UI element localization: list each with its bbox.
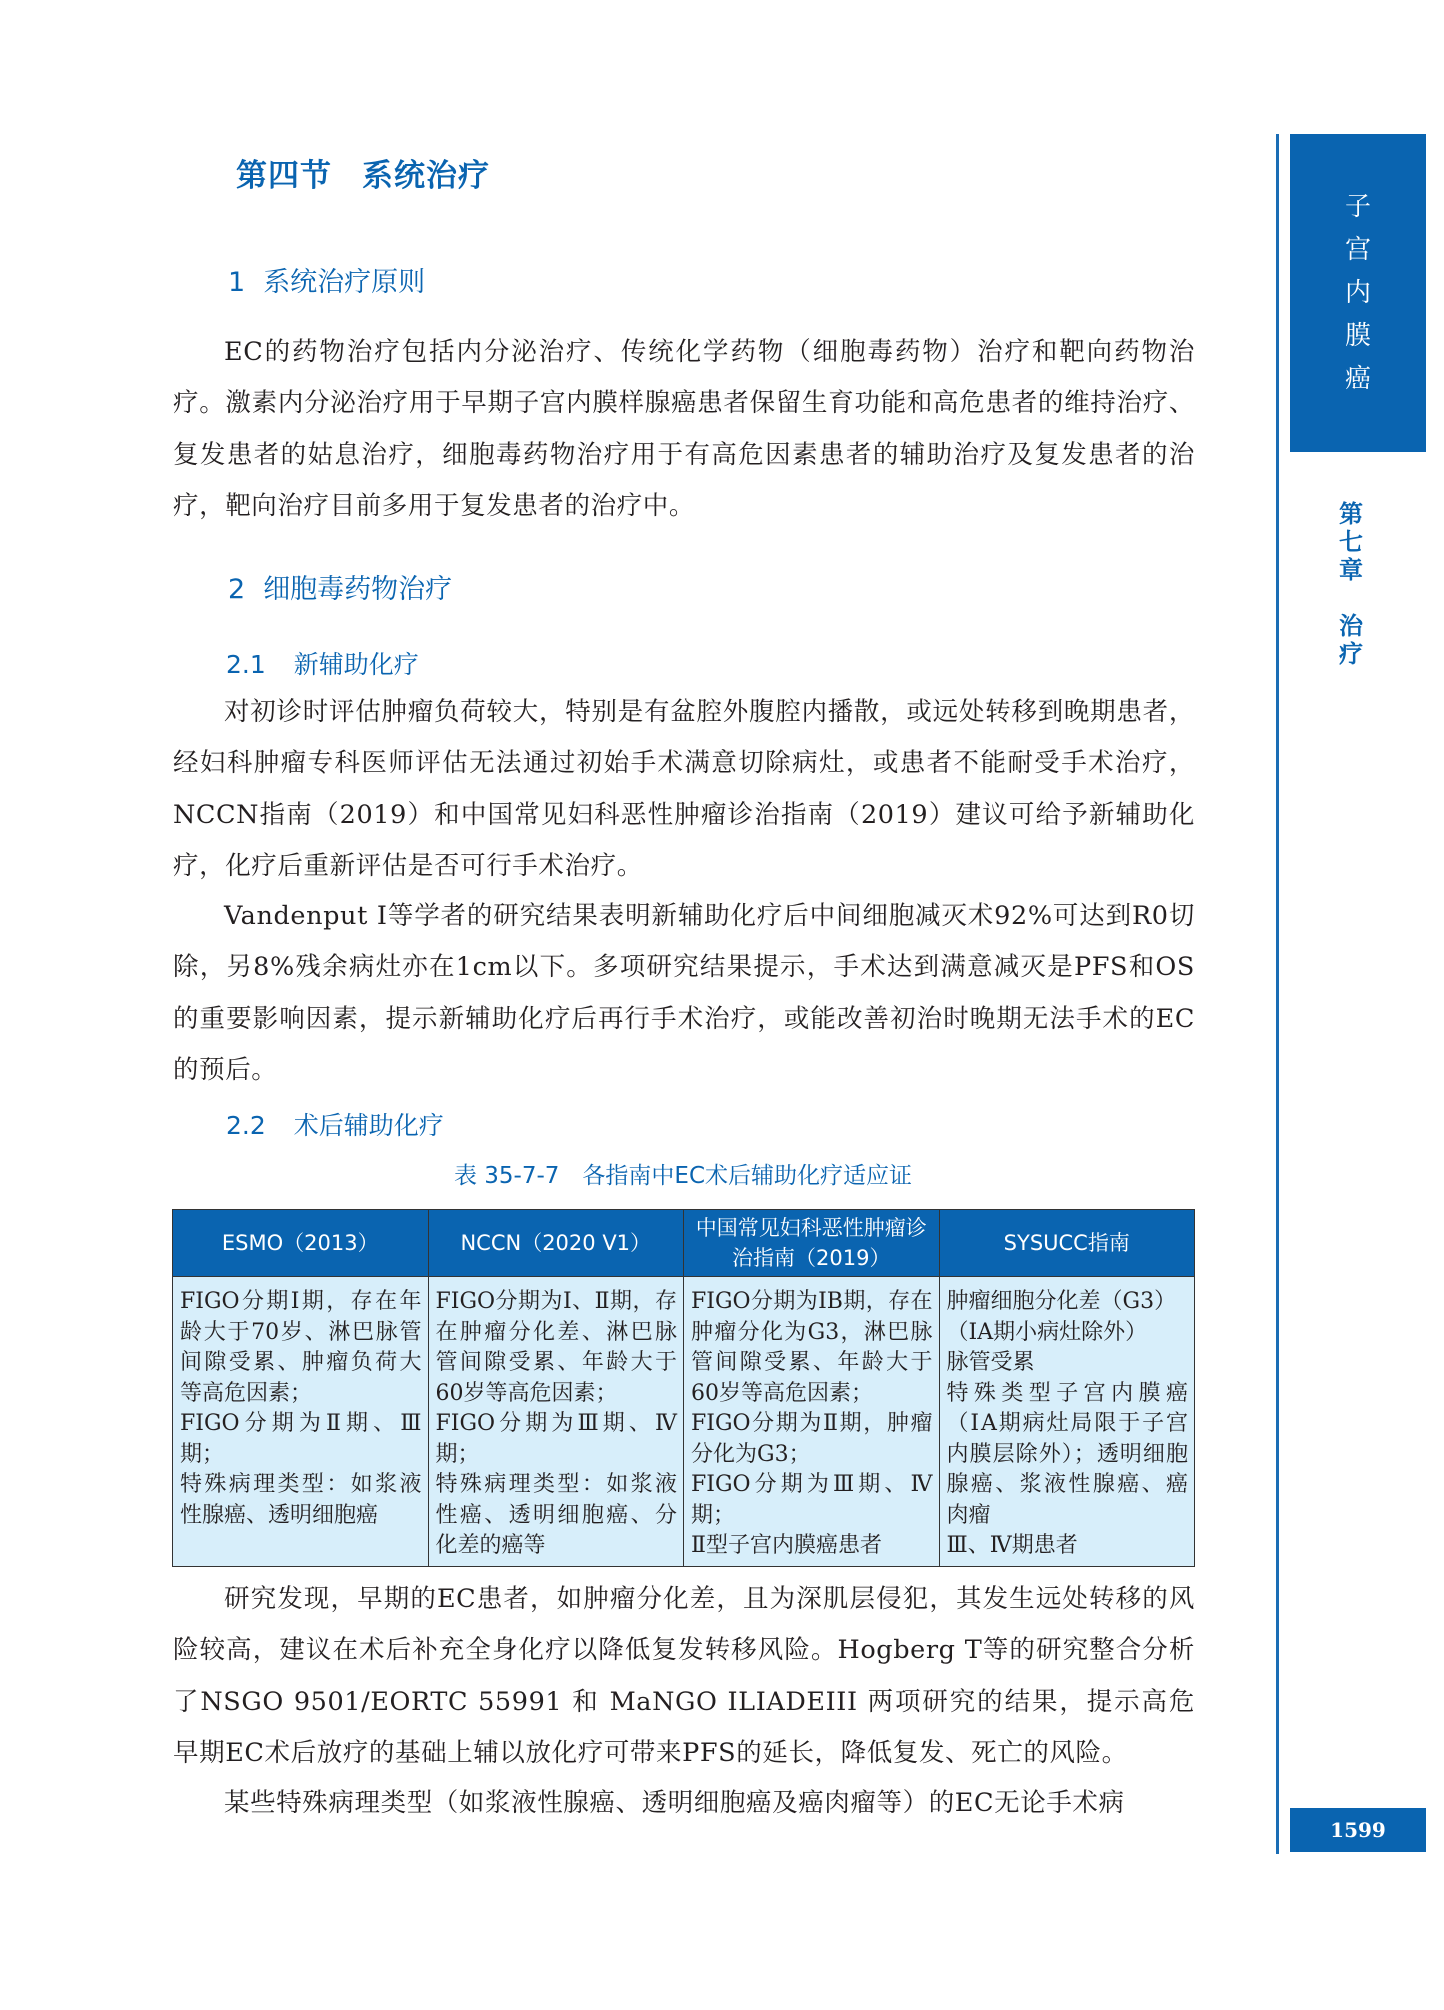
guideline-table bbox=[172, 1209, 1195, 1567]
paragraph: 对初诊时评估肿瘤负荷较大，特别是有盆腔外腹腔内播散，或远处转移到晚期患者，经妇科肿瘤专科医师评估无法通过初始手术满意切除病灶，或患者不能耐受手术治疗，NCCN指南（2019）和中国常见妇科恶性肿瘤诊治指南（2019）建议可给予新辅助化疗，化疗后重新评估是否可行手术治疗。 bbox=[173, 697, 1195, 881]
chapter-char: 疗 bbox=[1339, 639, 1363, 668]
table-header-row bbox=[173, 1210, 1195, 1277]
heading-text: 术后辅助化疗 bbox=[293, 1111, 444, 1140]
table-header: SYSUCC指南 bbox=[939, 1210, 1195, 1277]
section-number: 第四节 bbox=[236, 158, 332, 194]
heading-number: 1 bbox=[228, 267, 246, 298]
heading-2-1 bbox=[226, 645, 419, 681]
chapter-char: 第 bbox=[1339, 499, 1363, 528]
paragraph: Vandenput I等学者的研究结果表明新辅助化疗后中间细胞减灭术92%可达到R0切除，另8%残余病灶亦在1cm以下。多项研究结果提示，手术达到满意减灭是PFS和OS的重要影响因素，提示新辅助化疗后再行手术治疗，或能改善初治时晚期无法手术的EC的预后。 bbox=[173, 901, 1195, 1085]
section-title-text: 系统治疗 bbox=[362, 158, 490, 194]
table-cell bbox=[173, 1277, 429, 1567]
table-cell bbox=[684, 1277, 940, 1567]
heading-2 bbox=[228, 567, 452, 606]
table-row bbox=[173, 1277, 1195, 1567]
side-tab-char: 癌 bbox=[1344, 363, 1371, 394]
side-tab bbox=[1290, 134, 1426, 452]
heading-number: 2 bbox=[228, 574, 246, 605]
table-cell bbox=[428, 1277, 684, 1567]
paragraph: 研究发现，早期的EC患者，如肿瘤分化差，且为深肌层侵犯，其发生远处转移的风险较高，建议在术后补充全身化疗以降低复发转移风险。Hogberg T等的研究整合分析了NSGO 9501/EORTC 55991 和 MaNGO ILIADEIII 两项研究的结果，提示高危早期EC术后放疗的基础上辅以放化疗可带来PFS的延长，降低复发、死亡的风险。 bbox=[173, 1584, 1195, 1768]
chapter-label bbox=[1336, 500, 1366, 668]
heading-text: 细胞毒药物治疗 bbox=[263, 574, 453, 605]
cell-text: FIGO分期为Ⅰ、Ⅱ期，存在肿瘤分化差、淋巴脉管间隙受累、年龄大于60岁等高危因素； FIGO分期为Ⅲ期、Ⅳ期； 特殊病理类型：如浆液性癌、透明细胞癌、分化差的癌等 bbox=[435, 1289, 677, 1558]
heading-text: 系统治疗原则 bbox=[263, 267, 426, 298]
side-tab-char: 子 bbox=[1344, 191, 1371, 222]
heading-number: 2.1 bbox=[226, 650, 266, 679]
table-header: ESMO（2013） bbox=[173, 1210, 429, 1277]
table-caption: 表 35-7-7 各指南中EC术后辅助化疗适应证 bbox=[453, 1163, 913, 1189]
cell-text: FIGO分期为IB期，存在肿瘤分化为G3，淋巴脉管间隙受累、年龄大于60岁等高危因素； FIGO分期为Ⅱ期，肿瘤分化为G3； FIGO分期为Ⅲ期、Ⅳ期； Ⅱ型子宫内膜癌患者 bbox=[691, 1289, 933, 1558]
heading-number: 2.2 bbox=[226, 1111, 266, 1140]
heading-text: 新辅助化疗 bbox=[293, 650, 419, 679]
side-tab-char: 膜 bbox=[1344, 320, 1371, 351]
section-title bbox=[236, 150, 520, 195]
table-header: 中国常见妇科恶性肿瘤诊治指南（2019） bbox=[684, 1210, 940, 1277]
table-header: NCCN（2020 V1） bbox=[428, 1210, 684, 1277]
page-number: 1599 bbox=[1290, 1808, 1426, 1852]
heading-1 bbox=[228, 260, 425, 299]
chapter-char: 七 bbox=[1339, 527, 1363, 556]
paragraph: EC的药物治疗包括内分泌治疗、传统化学药物（细胞毒药物）治疗和靶向药物治疗。激素内分泌治疗用于早期子宫内膜样腺癌患者保留生育功能和高危患者的维持治疗、复发患者的姑息治疗，细胞毒药物治疗用于有高危因素患者的辅助治疗及复发患者的治疗，靶向治疗目前多用于复发患者的治疗中。 bbox=[173, 337, 1195, 521]
table-cell bbox=[939, 1277, 1195, 1567]
cell-text: FIGO分期Ⅰ期，存在年龄大于70岁、淋巴脉管间隙受累、肿瘤负荷大等高危因素； FIGO分期为Ⅱ期、Ⅲ期； 特殊病理类型：如浆液性腺癌、透明细胞癌 bbox=[180, 1289, 422, 1528]
side-tab-char: 宫 bbox=[1344, 234, 1371, 265]
heading-2-2 bbox=[226, 1106, 444, 1142]
cell-text: 肿瘤细胞分化差（G3） （ⅠA期小病灶除外） 脉管受累 特殊类型子宫内膜癌（ⅠA期病灶局限于子宫内膜层除外）；透明细胞腺癌、浆液性腺癌、癌肉瘤 Ⅲ、Ⅳ期患者 bbox=[946, 1289, 1188, 1558]
chapter-char: 章 bbox=[1339, 555, 1363, 584]
chapter-char: 治 bbox=[1339, 611, 1363, 640]
paragraph: 某些特殊病理类型（如浆液性腺癌、透明细胞癌及癌肉瘤等）的EC无论手术病 bbox=[224, 1788, 1125, 1818]
side-tab-char: 内 bbox=[1344, 277, 1371, 308]
margin-divider bbox=[1276, 134, 1279, 1854]
